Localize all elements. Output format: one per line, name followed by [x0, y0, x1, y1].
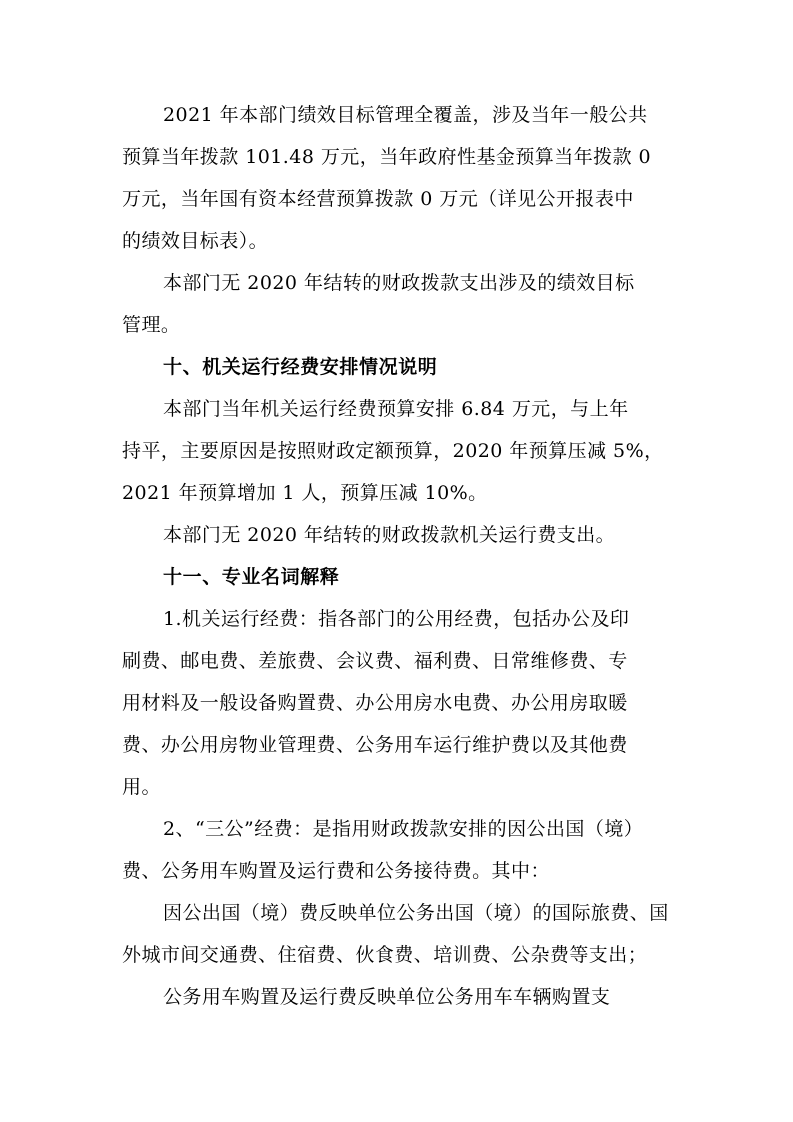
paragraph-line: 的绩效目标表）。	[122, 230, 269, 252]
paragraph-line: 2021 年本部门绩效目标管理全覆盖，涉及当年一般公共	[163, 104, 648, 126]
section-heading-11: 十一、专业名词解释	[163, 566, 340, 588]
paragraph-line: 用材料及一般设备购置费、办公用房水电费、办公用房取暖	[122, 692, 628, 714]
paragraph-line: 管理。	[122, 314, 181, 336]
paragraph-line: 费、公务用车购置及运行费和公务接待费。其中：	[122, 860, 550, 882]
paragraph-line: 公务用车购置及运行费反映单位公务用车车辆购置支	[163, 986, 611, 1008]
paragraph-line: 本部门无 2020 年结转的财政拨款机关运行费支出。	[163, 524, 616, 546]
paragraph-line: 外城市间交通费、住宿费、伙食费、培训费、公杂费等支出；	[122, 944, 648, 966]
paragraph-line: 本部门当年机关运行经费预算安排 6.84 万元，与上年	[163, 398, 629, 420]
paragraph-line: 1.机关运行经费：指各部门的公用经费，包括办公及印	[163, 608, 630, 630]
paragraph-line: 本部门无 2020 年结转的财政拨款支出涉及的绩效目标	[163, 272, 635, 294]
paragraph-line: 因公出国（境）费反映单位公务出国（境）的国际旅费、国	[163, 902, 669, 924]
paragraph-line: 2、“三公”经费：是指用财政拨款安排的因公出国（境）	[163, 818, 644, 840]
paragraph-line: 刷费、邮电费、差旅费、会议费、福利费、日常维修费、专	[122, 650, 628, 672]
paragraph-line: 费、办公用房物业管理费、公务用车运行维护费以及其他费	[122, 734, 628, 756]
section-heading-10: 十、机关运行经费安排情况说明	[163, 356, 438, 378]
paragraph-line: 持平，主要原因是按照财政定额预算，2020 年预算压减 5%，	[122, 440, 664, 462]
paragraph-line: 预算当年拨款 101.48 万元，当年政府性基金预算当年拨款 0	[122, 146, 652, 168]
paragraph-line: 用。	[122, 776, 161, 798]
paragraph-line: 万元，当年国有资本经营预算拨款 0 万元（详见公开报表中	[122, 188, 634, 210]
paragraph-line: 2021 年预算增加 1 人，预算压减 10%。	[122, 482, 488, 504]
